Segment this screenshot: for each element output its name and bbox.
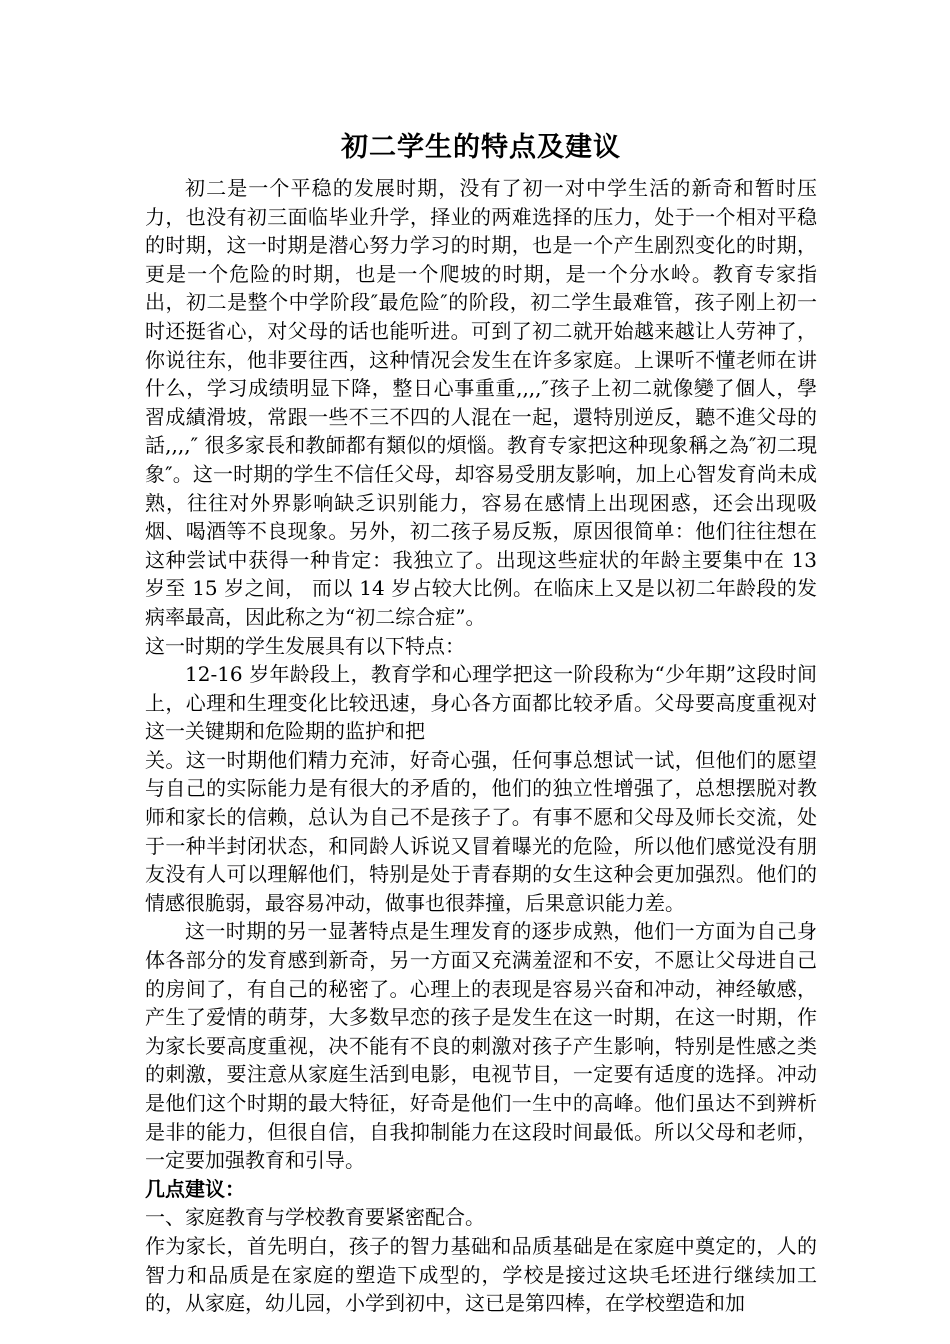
- suggestion-1-title: 一、家庭教育与学校教育要紧密配合。: [145, 1205, 485, 1230]
- features-intro-line: 这一时期的学生发展具有以下特点：: [145, 633, 465, 658]
- independence-paragraph: 关。这一时期他们精力充沛，好奇心强，任何事总想试一试，但他们的愿望与自己的实际能力是有很大的矛盾的，他们的独立性增强了，总想摆脱对教师和家长的信赖，总认为自己不是孩子了。有事不愿和父母及师长交流，处于一种半封闭状态，和同龄人诉说又冒着曝光的危险，所以他们感觉没有朋友没有人可以理解他们，特别是处于青春期的女生这种会更加强烈。他们的情感很脆弱，最容易冲动，做事也很莽撞，后果意识能力差。: [145, 747, 817, 915]
- document-page: [145, 128, 817, 1318]
- physiology-paragraph: 这一时期的另一显著特点是生理发育的逐步成熟，他们一方面为自己身体各部分的发育感到新奇，另一方面又充满羞涩和不安，不愿让父母进自己的房间了，有自己的秘密了。心理上的表现是容易兴奋和冲动，神经敏感，产生了爱情的萌芽，大多数早恋的孩子是发生在这一时期，在这一时期，作为家长要高度重视，决不能有不良的刺激对孩子产生影响，特别是性感之类的刺激，要注意从家庭生活到电影，电视节目，一定要有适度的选择。冲动是他们这个时期的最大特征，好奇是他们一生中的高峰。他们虽达不到辨析是非的能力，但很自信，自我抑制能力在这段时间最低。所以父母和老师，一定要加强教育和引导。: [145, 919, 817, 1173]
- suggestion-1-text: 作为家长，首先明白，孩子的智力基础和品质基础是在家庭中奠定的，人的智力和品质是在家庭的塑造下成型的，学校是接过这块毛坯进行继续加工的，从家庭，幼儿园，小学到初中，这已是第四棒，在学校塑造和加: [145, 1233, 817, 1316]
- intro-paragraph: 初二是一个平稳的发展时期，没有了初一对中学生活的新奇和暂时压力，也没有初三面临毕业升学，择业的两难选择的压力，处于一个相对平稳的时期，这一时期是潜心努力学习的时期，也是一个产生剧烈变化的时期，更是一个危险的时期，也是一个爬坡的时期，是一个分水岭。教育专家指出，初二是整个中学阶段″最危险″的阶段，初二学生最难管，孩子刚上初一时还挺省心，对父母的话也能听进。可到了初二就开始越来越让人劳神了，你说往东，他非要往西，这种情况会发生在许多家庭。上课听不懂老师在讲什么，学习成绩明显下降，整日心事重重,,,,″孩子上初二就像變了個人，學習成績滑坡，常跟一些不三不四的人混在一起，還特別逆反，聽不進父母的話,,,,″ 很多家長和教師都有類似的煩惱。教育专家把这种现象稱之為″初二現象″。这一时期的学生不信任父母，却容易受朋友影响，加上心智发育尚未成熟，往往对外界影响缺乏识别能力，容易在感情上出现困惑，还会出现吸烟、喝酒等不良现象。另外，初二孩子易反叛，原因很简单：他们往往想在这种尝试中获得一种肯定：我独立了。出现这些症状的年龄主要集中在 13 岁至 15 岁之间， 而以 14 岁占较大比例。在临床上又是以初二年龄段的发病率最高，因此称之为“初二综合症”。: [145, 176, 817, 629]
- suggestions-heading: 几点建议：: [145, 1176, 245, 1201]
- document-title: 初二学生的特点及建议: [341, 132, 621, 163]
- adolescence-paragraph: 12-16 岁年龄段上，教育学和心理学把这一阶段称为“少年期”这段时间上，心理和生理变化比较迅速，身心各方面都比较矛盾。父母要高度重视对这一关键期和危险期的监护和把: [145, 662, 817, 744]
